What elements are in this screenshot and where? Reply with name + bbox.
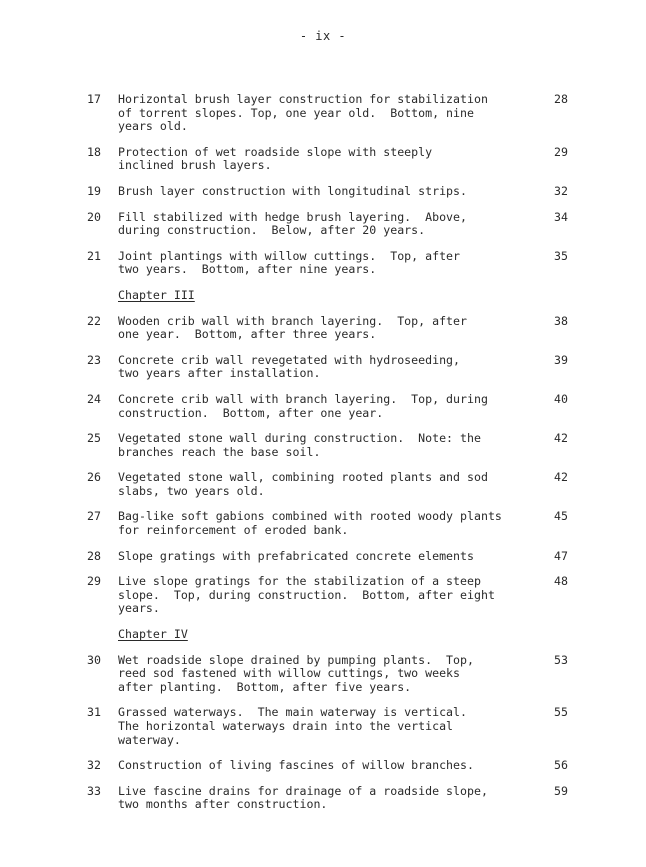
figure-number: 24 — [87, 391, 101, 406]
figure-caption — [118, 432, 538, 459]
caption-line: The horizontal waterways drain into the vertical — [118, 719, 454, 733]
caption-line: slabs, two years old. — [118, 483, 265, 498]
caption-line: reed sod fastened with willow cuttings, two weeks — [118, 666, 461, 681]
caption-line: two years after installation. — [118, 366, 321, 381]
caption-line: Protection of wet roadside slope with steeply — [118, 144, 433, 159]
caption-line: one year. Bottom, after three years. — [118, 327, 377, 342]
caption-line: Bag-like soft gabions combined with rooted woody plants — [118, 509, 502, 524]
figure-caption — [118, 654, 538, 695]
figure-number: 28 — [87, 548, 101, 563]
caption-line: Wet roadside slope drained by pumping plants. Top, — [118, 652, 474, 667]
figure-caption — [118, 706, 538, 747]
figure-number: 17 — [87, 92, 101, 106]
figure-number: 32 — [87, 758, 101, 773]
figure-caption — [118, 211, 538, 238]
figure-caption — [118, 315, 538, 342]
caption-line: construction. Bottom, after one year. — [118, 405, 384, 420]
figure-entry — [0, 393, 646, 420]
caption-line: Fill stabilized with hedge brush layering. Above, — [118, 209, 468, 224]
figure-entry — [0, 510, 646, 537]
figure-entry — [0, 93, 646, 134]
page-reference: 45 — [554, 509, 568, 524]
caption-line: Vegetated stone wall, combining rooted plants and sod — [118, 470, 488, 485]
caption-line: Live slope gratings for the stabilization of a steep — [118, 574, 481, 589]
caption-line: Concrete crib wall with branch layering. Top, during — [118, 391, 488, 406]
page-reference: 47 — [554, 548, 568, 563]
figure-number: 27 — [87, 509, 101, 524]
page-reference: 38 — [554, 313, 568, 328]
caption-line: branches reach the base soil. — [118, 444, 321, 459]
caption-line: Construction of living fascines of willow branches. — [118, 758, 474, 773]
figure-number: 20 — [87, 209, 101, 224]
figure-number: 21 — [87, 248, 101, 263]
figure-caption — [118, 785, 538, 812]
figure-entry — [0, 432, 646, 459]
figure-caption — [118, 354, 538, 381]
figure-caption — [118, 759, 538, 773]
page-reference: 32 — [554, 183, 568, 198]
chapter-heading: Chapter III — [118, 287, 195, 302]
page-reference: 42 — [554, 470, 568, 485]
caption-line: two years. Bottom, after nine years. — [118, 262, 377, 277]
page-reference: 56 — [554, 758, 568, 773]
page-reference: 29 — [554, 144, 568, 159]
figure-entry — [0, 550, 646, 564]
figure-number: 19 — [87, 183, 101, 198]
figure-caption — [118, 146, 538, 173]
page-reference: 42 — [554, 431, 568, 446]
figure-entry — [0, 146, 646, 173]
page-reference: 59 — [554, 783, 568, 798]
caption-line: Wooden crib wall with branch layering. Top, after — [118, 313, 468, 328]
page-reference: 48 — [554, 574, 568, 589]
figure-number: 31 — [87, 705, 101, 720]
figure-entry — [0, 575, 646, 616]
figure-number: 18 — [87, 144, 101, 159]
caption-line: Joint plantings with willow cuttings. Top, after — [118, 248, 461, 263]
page-reference: 40 — [554, 391, 568, 406]
figure-caption — [118, 550, 538, 564]
caption-line: slope. Top, during construction. Bottom, after eight — [118, 587, 495, 602]
figure-entry — [0, 785, 646, 812]
page-reference: 39 — [554, 352, 568, 367]
figure-caption — [118, 575, 538, 616]
figure-number: 30 — [87, 652, 101, 667]
caption-line: after planting. Bottom, after five years. — [118, 679, 412, 694]
caption-line: inclined brush layers. — [118, 158, 272, 173]
page-reference: 34 — [554, 209, 568, 224]
page-reference: 55 — [554, 705, 568, 720]
figure-caption — [118, 471, 538, 498]
figure-entry — [0, 654, 646, 695]
page-reference: 35 — [554, 248, 568, 263]
caption-line: Live fascine drains for drainage of a roadside slope, — [118, 783, 488, 798]
figure-entry — [0, 315, 646, 342]
figure-number: 25 — [87, 431, 101, 446]
caption-line: waterway. — [118, 732, 181, 747]
figure-number: 22 — [87, 313, 101, 328]
page-number: - ix - — [299, 29, 347, 43]
figure-caption — [118, 93, 538, 134]
caption-line: Horizontal brush layer construction for stabilization — [118, 92, 488, 106]
caption-line: of torrent slopes. Top, one year old. Bottom, nine — [118, 105, 474, 120]
page-reference: 28 — [554, 92, 568, 106]
figure-entry — [0, 759, 646, 773]
caption-line: during construction. Below, after 20 years. — [118, 223, 426, 238]
figure-entry — [0, 211, 646, 238]
caption-line: Vegetated stone wall during construction. Note: the — [118, 431, 481, 446]
caption-line: Slope gratings with prefabricated concrete elements — [118, 548, 474, 563]
figure-number: 29 — [87, 574, 101, 589]
figure-number: 23 — [87, 352, 101, 367]
page-reference: 53 — [554, 652, 568, 667]
figure-number: 33 — [87, 783, 101, 798]
figure-caption — [118, 510, 538, 537]
caption-line: two months after construction. — [118, 797, 328, 812]
figure-list — [0, 93, 646, 824]
figure-entry — [0, 706, 646, 747]
figure-caption — [118, 250, 538, 277]
caption-line: Grassed waterways. The main waterway is vertical. — [118, 705, 468, 720]
figure-entry — [0, 471, 646, 498]
caption-line: years old. — [118, 119, 188, 134]
figure-caption — [118, 393, 538, 420]
figure-entry — [0, 354, 646, 381]
caption-line: Concrete crib wall revegetated with hydroseeding, — [118, 352, 461, 367]
figure-caption — [118, 185, 538, 199]
chapter-heading: Chapter IV — [118, 627, 188, 642]
caption-line: for reinforcement of eroded bank. — [118, 523, 349, 538]
figure-number: 26 — [87, 470, 101, 485]
caption-line: years. — [118, 601, 160, 616]
caption-line: Brush layer construction with longitudinal strips. — [118, 183, 468, 198]
figure-entry — [0, 250, 646, 277]
figure-entry — [0, 185, 646, 199]
